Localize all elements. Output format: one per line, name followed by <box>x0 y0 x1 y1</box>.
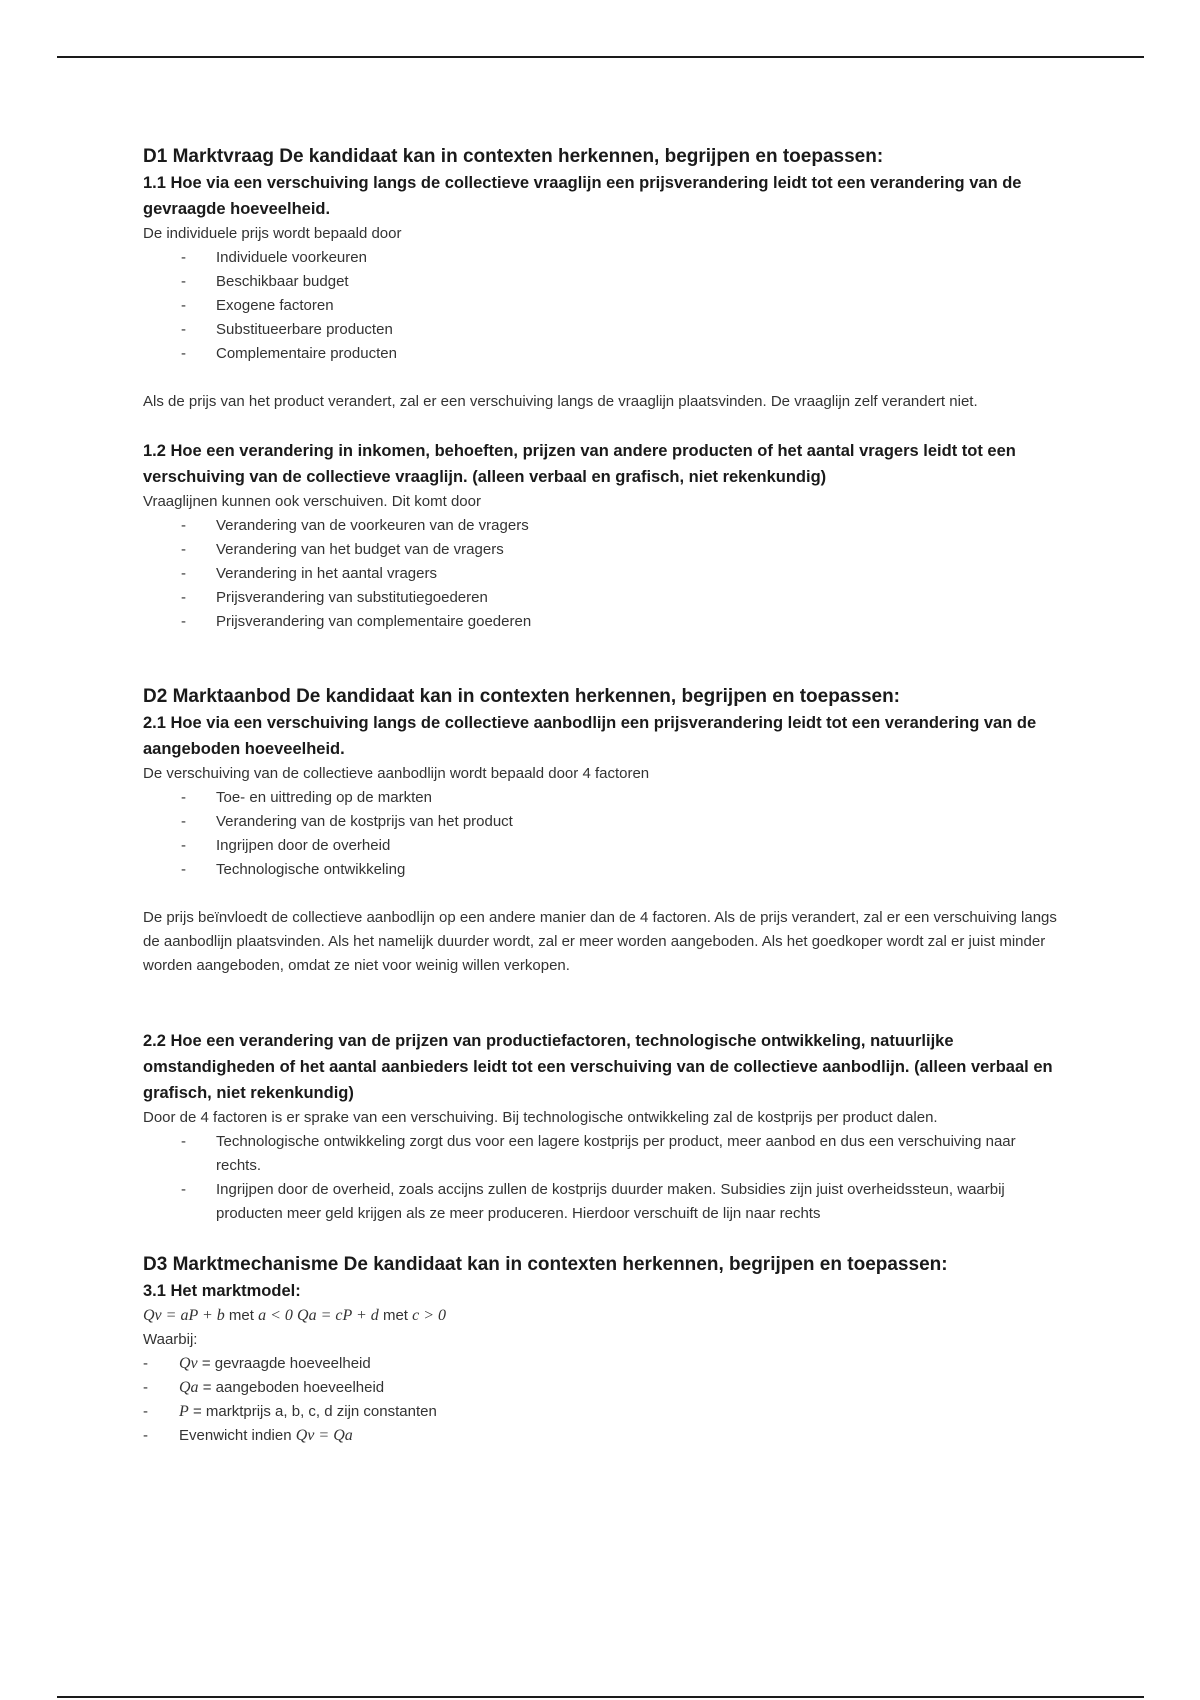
list-item: - Evenwicht indien Qv = Qa <box>143 1424 1063 1448</box>
d1-s1-list <box>143 246 1063 366</box>
d2-s2-list <box>143 1130 1063 1226</box>
bottom-rule <box>57 1696 1144 1698</box>
document-body <box>143 144 1063 1448</box>
d1-heading: D1 Marktvraag De kandidaat kan in contexten herkennen, begrijpen en toepassen: <box>143 146 884 167</box>
supply-condition: c > 0 <box>412 1307 447 1324</box>
list-item: - Verandering van de voorkeuren van de vragers <box>143 514 1063 538</box>
list-item: - Complementaire producten <box>143 342 1063 366</box>
supply-formula: Qa = cP + d <box>297 1307 379 1324</box>
demand-condition: a < 0 <box>258 1307 293 1324</box>
list-item: - Technologische ontwikkeling zorgt dus voor een lagere kostprijs per product, meer aanbod en dus een verschuiving naar rechts. <box>143 1130 1063 1178</box>
list-item: - Individuele voorkeuren <box>143 246 1063 270</box>
list-item: - Toe- en uittreding op de markten <box>143 786 1063 810</box>
list-item: - Substitueerbare producten <box>143 318 1063 342</box>
d1-s2-list <box>143 514 1063 634</box>
d1-s2-intro: Vraaglijnen kunnen ook verschuiven. Dit komt door <box>143 493 481 510</box>
d3-definitions-list <box>143 1352 1063 1448</box>
list-item: - Prijsverandering van complementaire goederen <box>143 610 1063 634</box>
d2-heading: D2 Marktaanbod De kandidaat kan in contexten herkennen, begrijpen en toepassen: <box>143 686 901 707</box>
list-item: - Qv = gevraagde hoeveelheid <box>143 1352 1063 1376</box>
list-item: - Ingrijpen door de overheid <box>143 834 1063 858</box>
list-item: - Beschikbaar budget <box>143 270 1063 294</box>
list-item: - Technologische ontwikkeling <box>143 858 1063 882</box>
d2-s2-title: 2.2 Hoe een verandering van de prijzen van productiefactoren, technologische ontwikkeling, natuurlijke omstandigheden of het aantal aanbieders leidt tot een verschuiving van de collectieve aanbodlijn. (alleen verbaal en grafisch, niet rekenkundig) <box>143 1032 1053 1102</box>
d1-s1-paragraph: Als de prijs van het product verandert, zal er een verschuiving langs de vraaglijn plaatsvinden. De vraaglijn zelf verandert niet. <box>143 393 978 410</box>
list-item: - Verandering van het budget van de vragers <box>143 538 1063 562</box>
list-item: - Verandering van de kostprijs van het product <box>143 810 1063 834</box>
demand-formula: Qv = aP + b <box>143 1307 225 1324</box>
d3-heading: D3 Marktmechanisme De kandidaat kan in contexten herkennen, begrijpen en toepassen: <box>143 1254 948 1275</box>
d3-s1-title: 3.1 Het marktmodel: <box>143 1282 301 1300</box>
d1-s1-intro: De individuele prijs wordt bepaald door <box>143 225 402 242</box>
list-item: - Exogene factoren <box>143 294 1063 318</box>
list-item: - Qa = aangeboden hoeveelheid <box>143 1376 1063 1400</box>
d2-s1-intro: De verschuiving van de collectieve aanbodlijn wordt bepaald door 4 factoren <box>143 765 650 782</box>
top-rule <box>57 56 1144 58</box>
d2-s1-paragraph: De prijs beïnvloedt de collectieve aanbodlijn op een andere manier dan de 4 factoren. Als de prijs verandert, zal er een verschuiving langs de aanbodlijn plaatsvinden. Als het namelijk duurder wordt, zal er meer worden aangeboden. Als het goedkoper wordt zal er juist minder worden aangeboden, omdat ze niet voor weinig willen verkopen. <box>143 909 1057 974</box>
d1-s2-title: 1.2 Hoe een verandering in inkomen, behoeften, prijzen van andere producten of het aantal vragers leidt tot een verschuiving van de collectieve vraaglijn. (alleen verbaal en grafisch, niet rekenkundig) <box>143 442 1016 486</box>
list-item: - Ingrijpen door de overheid, zoals accijns zullen de kostprijs duurder maken. Subsidies zijn juist overheidssteun, waarbij producten meer geld krijgen als ze meer produceren. Hierdoor verschuift de lijn naar rechts <box>143 1178 1063 1226</box>
d2-s1-list <box>143 786 1063 882</box>
market-model-formula: Qv = aP + b met a < 0 Qa = cP + d met c > 0 <box>143 1307 447 1324</box>
waarbij-label: Waarbij: <box>143 1331 198 1348</box>
d1-s1-title: 1.1 Hoe via een verschuiving langs de collectieve vraaglijn een prijsverandering leidt tot een verandering van de gevraagde hoeveelheid. <box>143 174 1022 218</box>
d2-s2-intro: Door de 4 factoren is er sprake van een verschuiving. Bij technologische ontwikkeling zal de kostprijs per product dalen. <box>143 1109 938 1126</box>
list-item: - Prijsverandering van substitutiegoederen <box>143 586 1063 610</box>
list-item: - P = marktprijs a, b, c, d zijn constanten <box>143 1400 1063 1424</box>
d2-s1-title: 2.1 Hoe via een verschuiving langs de collectieve aanbodlijn een prijsverandering leidt tot een verandering van de aangeboden hoeveelheid. <box>143 714 1037 758</box>
list-item: - Verandering in het aantal vragers <box>143 562 1063 586</box>
